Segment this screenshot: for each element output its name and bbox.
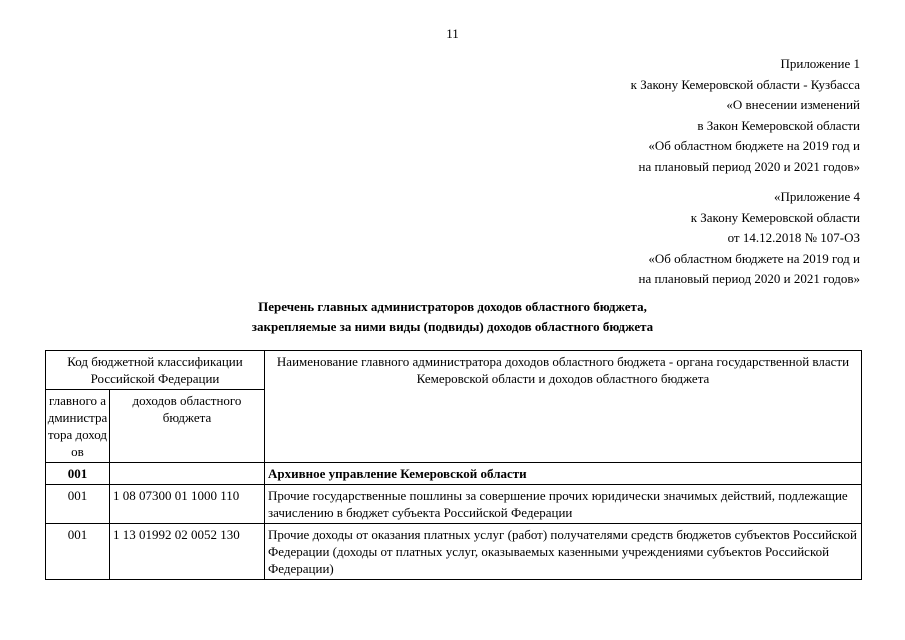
- cell-income-code: 1 08 07300 01 1000 110: [110, 485, 265, 524]
- appendix-4-block: [639, 187, 861, 290]
- cell-admin-code: 001: [46, 524, 110, 580]
- table-row: [46, 485, 862, 524]
- table-header-row: [46, 351, 862, 390]
- header-name-column: Наименование главного администратора доходов областного бюджета - органа государственной власти Кемеровской области и доходов областного бюджета: [265, 351, 862, 463]
- cell-income-code: [110, 463, 265, 485]
- appendix-1-line: Приложение 1: [780, 56, 860, 71]
- appendix-1-line: на плановый период 2020 и 2021 годов»: [638, 158, 860, 174]
- table-row: [46, 524, 862, 580]
- document-title-line-1: Перечень главных администраторов доходов областного бюджета,: [258, 299, 647, 314]
- appendix-1-line: «О внесении изменений: [726, 97, 860, 112]
- appendix-1-line: «Об областном бюджете на 2019 год и: [648, 138, 860, 153]
- document-title: [0, 297, 905, 337]
- page-number: 11: [446, 26, 459, 41]
- appendix-1-block: [631, 54, 860, 177]
- cell-admin-code: 001: [46, 485, 110, 524]
- cell-name: Прочие доходы от оказания платных услуг (работ) получателями средств бюджетов субъектов Российской Федерации (доходы от платных услуг, оказываемых казенными учреждениями субъектов Российской Федерации): [265, 524, 862, 580]
- appendix-4-line: «Об областном бюджете на 2019 год и: [648, 250, 860, 266]
- appendix-4-line: от 14.12.2018 № 107-ОЗ: [727, 230, 860, 245]
- document-title-line-2: закрепляемые за ними виды (подвиды) доходов областного бюджета: [251, 319, 654, 334]
- budget-admin-table: [45, 350, 862, 580]
- appendix-4-line: к Закону Кемеровской области: [690, 209, 860, 225]
- appendix-4-line: на плановый период 2020 и 2021 годов»: [638, 271, 860, 286]
- cell-name: Архивное управление Кемеровской области: [265, 463, 862, 485]
- header-code-group: Код бюджетной классификации Российской Федерации: [46, 351, 265, 390]
- appendix-4-line: «Приложение 4: [773, 189, 860, 204]
- header-admin-column: главного администратора доходов: [46, 390, 110, 463]
- cell-admin-code: 001: [46, 463, 110, 485]
- table-row: [46, 463, 862, 485]
- cell-name: Прочие государственные пошлины за совершение прочих юридически значимых действий, подлежащие зачислению в бюджет субъекта Российской Федерации: [265, 485, 862, 524]
- cell-income-code: 1 13 01992 02 0052 130: [110, 524, 265, 580]
- appendix-1-line: к Закону Кемеровской области - Кузбасса: [630, 76, 860, 92]
- header-income-column: доходов областного бюджета: [110, 390, 265, 463]
- appendix-1-line: в Закон Кемеровской области: [697, 117, 860, 133]
